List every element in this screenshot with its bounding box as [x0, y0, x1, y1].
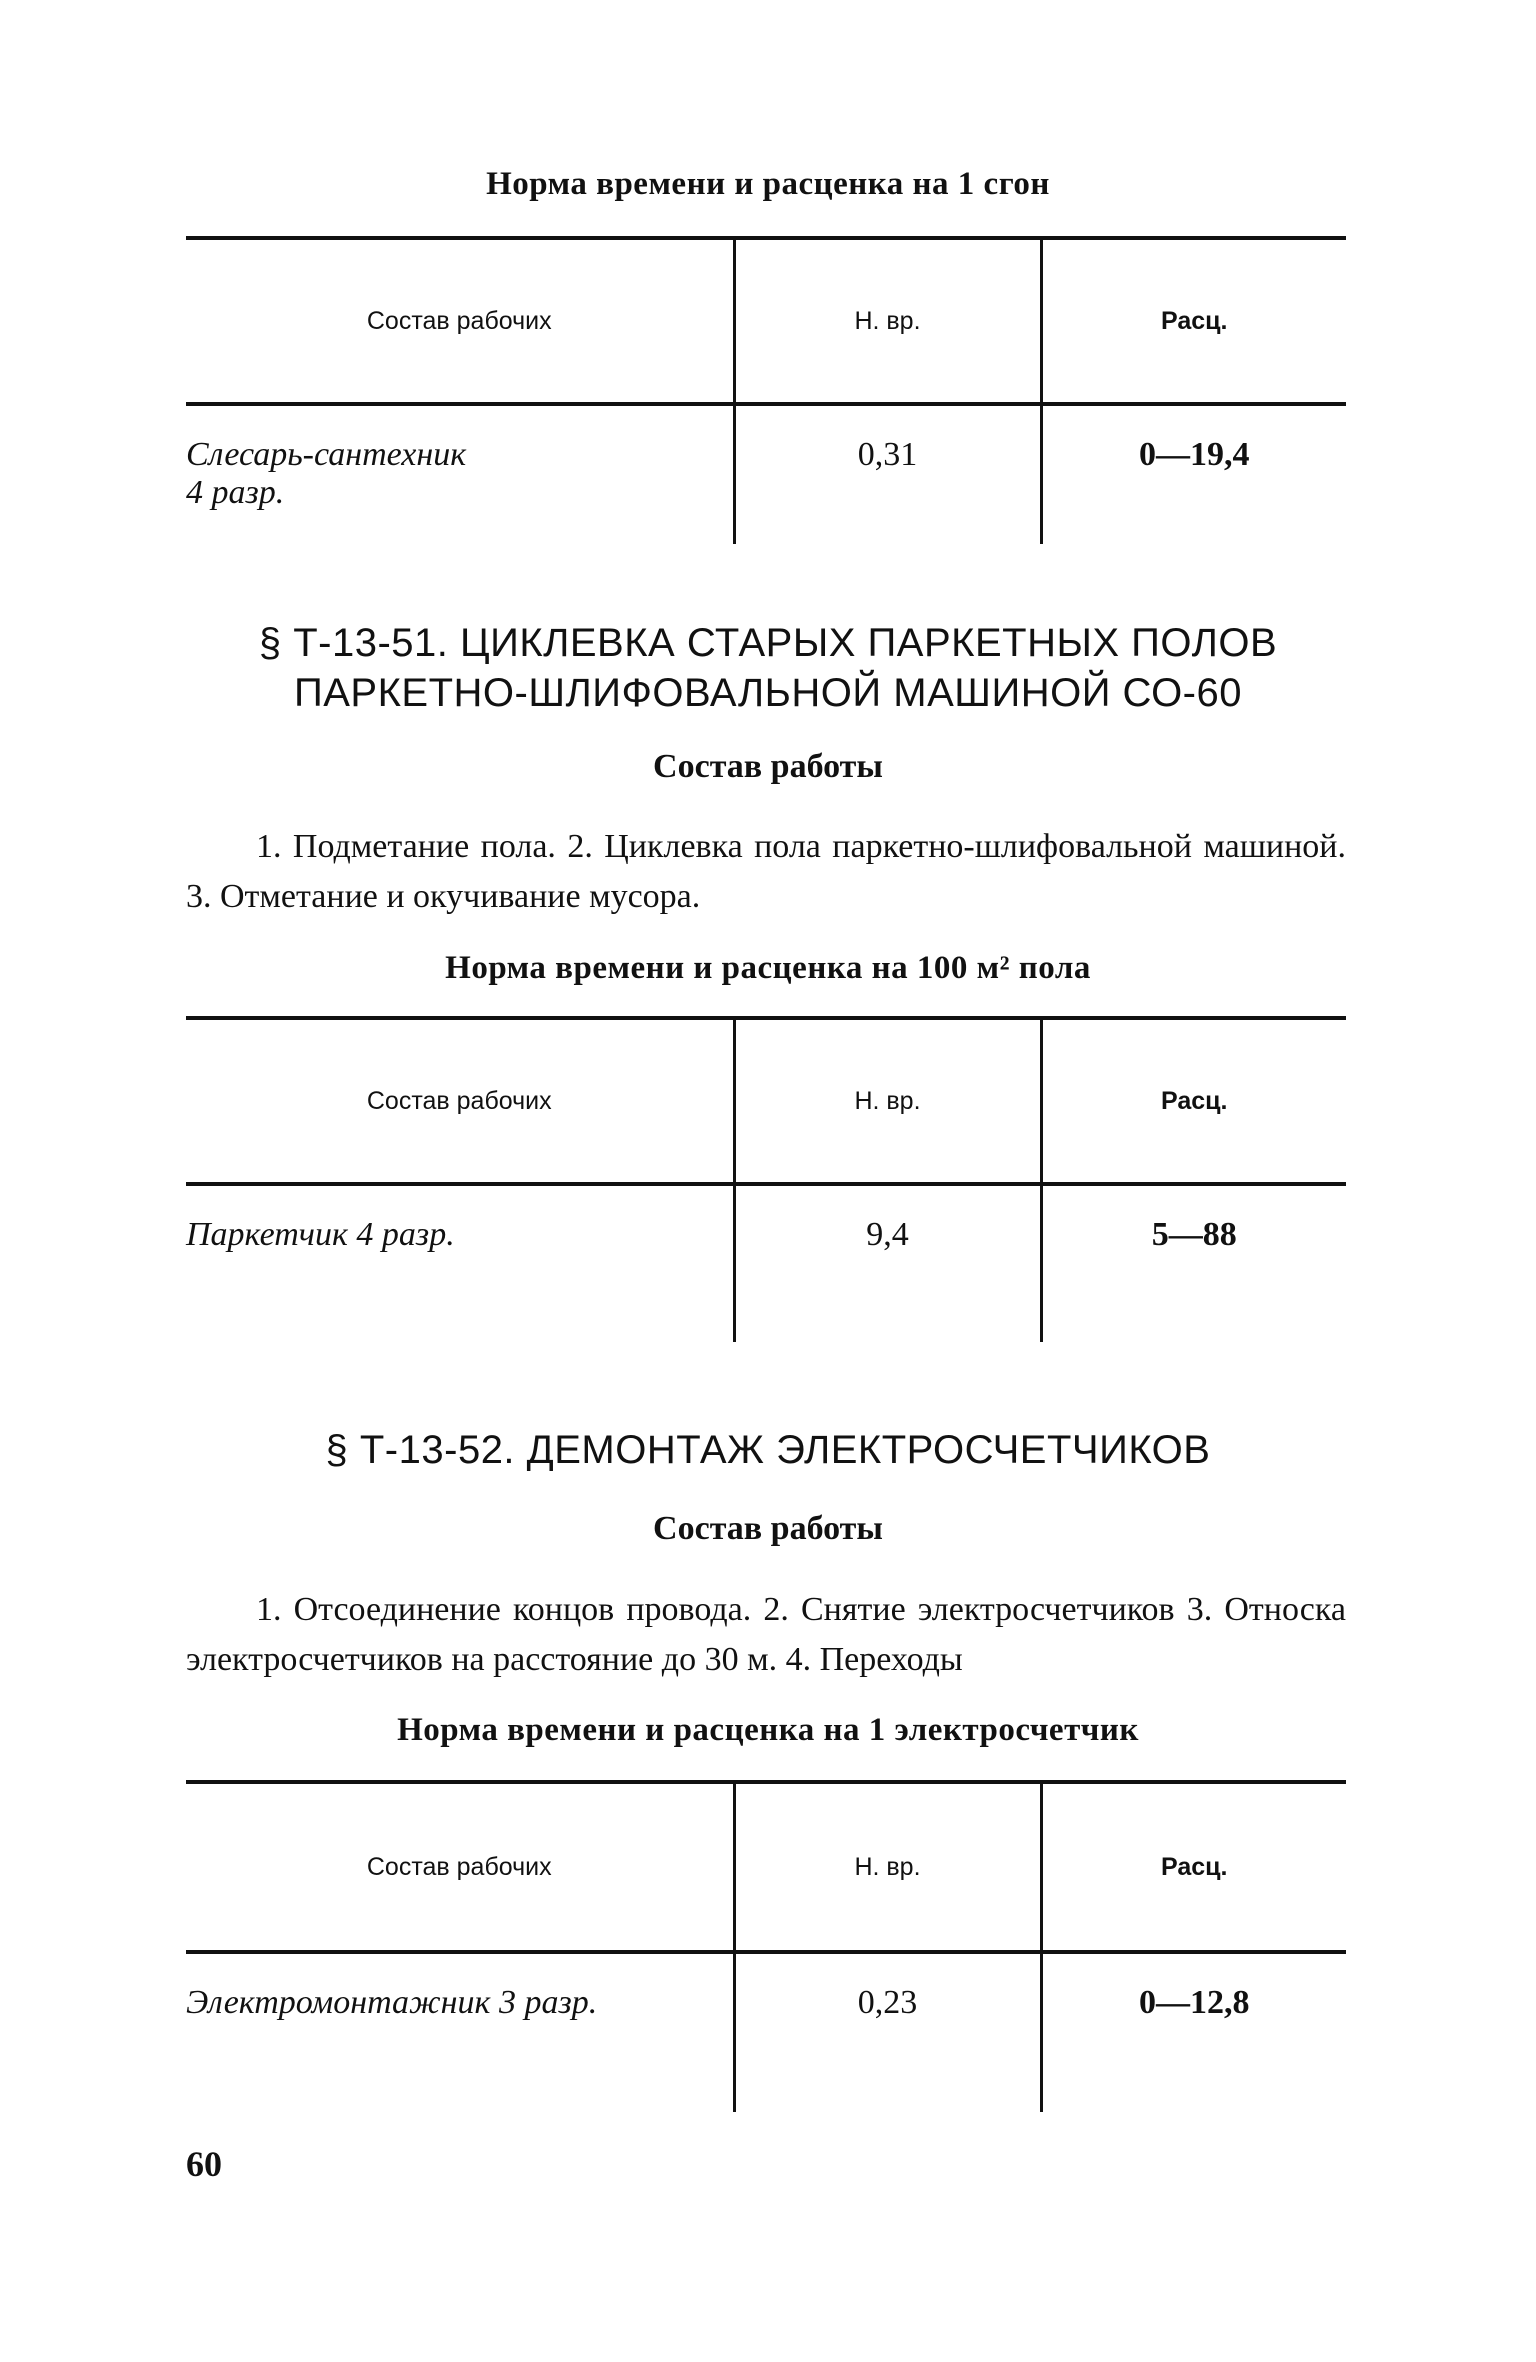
header-workers: Состав рабочих [186, 238, 734, 404]
table-row [186, 1184, 1346, 1342]
time-norm-cell: 9,4 [734, 1184, 1041, 1342]
section-title-line: § Т-13-51. ЦИКЛЕВКА СТАРЫХ ПАРКЕТНЫХ ПОЛОВ [258, 621, 1278, 665]
section-body-text: 1. Подметание пола. 2. Циклевка пола паркетно-шлифовальной машиной. 3. Отметание и окучивание мусора. [186, 828, 1346, 915]
worker-cell [186, 404, 734, 544]
header-rate: Расц. [1041, 238, 1346, 404]
section-title-line: ПАРКЕТНО-ШЛИФОВАЛЬНОЙ МАШИНОЙ СО-60 [293, 671, 1242, 715]
table-row [186, 404, 1346, 544]
header-time: Н. вр. [734, 1782, 1041, 1952]
section-title-1 [0, 618, 1536, 718]
section-title-2 [0, 1425, 1536, 1475]
header-time: Н. вр. [734, 1018, 1041, 1184]
table-caption-2: Норма времени и расценка на 100 м² пола [445, 950, 1091, 986]
norm-table-3 [186, 1780, 1346, 2112]
table-caption-3: Норма времени и расценка на 1 электросчетчик [397, 1712, 1139, 1748]
norm-table-2 [186, 1016, 1346, 1342]
worker-cell: Паркетчик 4 разр. [186, 1216, 455, 1253]
section-body-text: 1. Отсоединение концов провода. 2. Снятие электросчетчиков 3. Относка электросчетчиков на расстояние до 30 м. 4. Переходы [186, 1591, 1346, 1678]
rate-cell: 5—88 [1041, 1184, 1346, 1342]
page-number: 60 [186, 2144, 222, 2184]
section-subhead-1: Состав работы [653, 748, 883, 785]
header-time: Н. вр. [734, 238, 1041, 404]
time-norm-cell: 0,31 [734, 404, 1041, 544]
rate-cell: 0—12,8 [1041, 1952, 1346, 2112]
table-caption-1: Норма времени и расценка на 1 сгон [486, 166, 1050, 202]
section-subhead-2: Состав работы [653, 1510, 883, 1547]
rate-cell: 0—19,4 [1041, 404, 1346, 544]
header-workers: Состав рабочих [186, 1782, 734, 1952]
worker-grade: 4 разр. [186, 474, 285, 511]
section-body-1 [186, 822, 1346, 922]
table-row [186, 1952, 1346, 2112]
worker-name: Слесарь-сантехник [186, 436, 467, 473]
section-body-2 [186, 1585, 1346, 1685]
norm-table-1 [186, 236, 1346, 544]
section-title-line: § Т-13-52. ДЕМОНТАЖ ЭЛЕКТРОСЧЕТЧИКОВ [325, 1428, 1211, 1472]
time-norm-cell: 0,23 [734, 1952, 1041, 2112]
header-workers: Состав рабочих [186, 1018, 734, 1184]
worker-cell: Электромонтажник 3 разр. [186, 1984, 598, 2021]
header-rate: Расц. [1041, 1782, 1346, 1952]
header-rate: Расц. [1041, 1018, 1346, 1184]
